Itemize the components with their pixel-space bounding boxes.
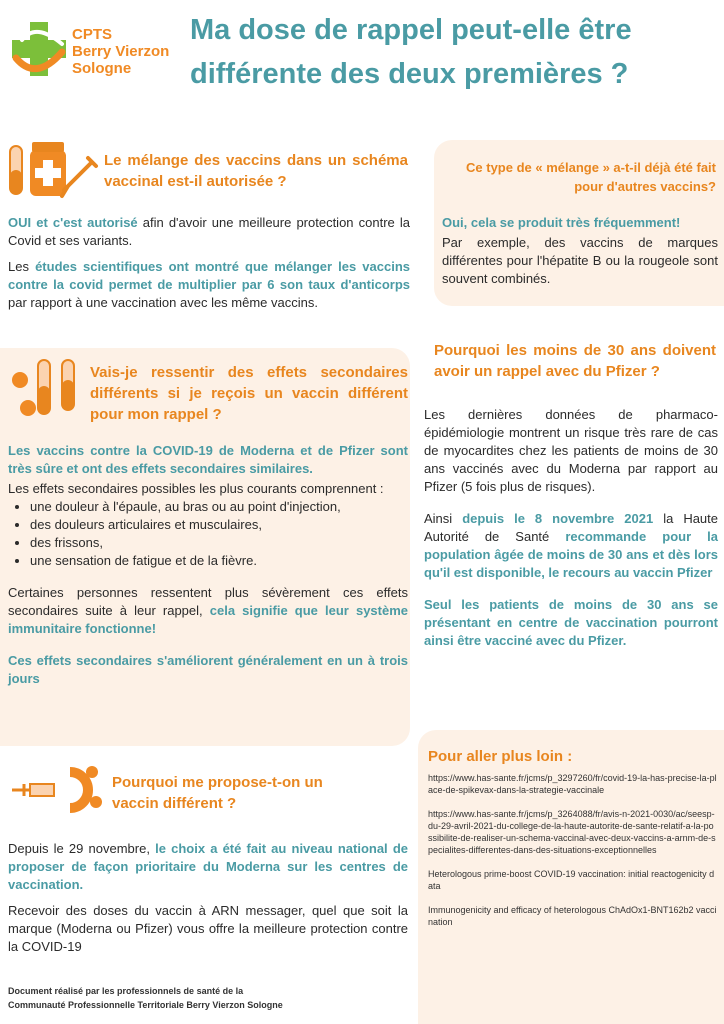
logo-text bbox=[72, 26, 169, 77]
logo-line-2: Berry Vierzon bbox=[72, 43, 170, 60]
section3-p1: Depuis le 29 novembre, le choix a été fait au niveau national de proposer de façon prioritaire du Moderna sur les centres de vaccination. bbox=[8, 841, 408, 892]
section2-p3: Certaines personnes ressentent plus sévèrement ces effets secondaires suite à leur rappel, cela signifie que leur système immunitaire fonctionne! bbox=[8, 585, 408, 636]
further-reading-title: Pour aller plus loin : bbox=[428, 748, 573, 765]
section5-p3: Seul les patients de moins de 30 ans se présentant en centre de vaccination pourront ainsi être vacciné avec du Pfizer. bbox=[424, 597, 718, 648]
question-mixing-history: Ce type de « mélange » a-t-il déjà été fait pour d'autres vaccins? bbox=[466, 160, 716, 194]
section4-p2: Par exemple, des vaccins de marques différentes pour l'hépatite B ou la rougeole sont souvent combinés. bbox=[442, 235, 718, 286]
section5-body bbox=[424, 406, 718, 658]
section5-p2: Ainsi depuis le 8 novembre 2021 la Haute Autorité de Santé recommande pour la population âgée de moins de 30 ans et dès lors qu'il est disponible, le recours au vaccin Pfizer bbox=[424, 511, 719, 580]
section1-body bbox=[8, 214, 410, 320]
footer-line-1: Document réalisé par les professionnels de santé de la bbox=[8, 986, 244, 996]
vaccine-vials-icon bbox=[8, 140, 100, 202]
section4-body bbox=[442, 214, 718, 296]
question-mixing-authorized: Le mélange des vaccins dans un schéma vaccinal est-il autorisée ? bbox=[104, 152, 408, 190]
section2-p2: Les effets secondaires possibles les plus courants comprennent : bbox=[8, 481, 384, 496]
list-item: • une douleur à l'épaule, au bras ou au point d'injection, bbox=[30, 498, 408, 516]
reference-link[interactable]: https://www.has-sante.fr/jcms/p_3264088/fr/avis-n-2021-0030/ac/seesp-du-29-avril-2021-du-college-de-la-haute-autorite-de-sante-relatif-a-la-possibilite-de-realiser-un-schema-vaccinal-avec-deux-vaccins-a-arnm-de-specialites-differentes-dans-des-situations-exceptionnelles bbox=[428, 809, 716, 855]
list-item: • des frissons, bbox=[30, 534, 408, 552]
logo-line-3: Sologne bbox=[72, 60, 132, 77]
list-item: • une sensation de fatigue et de la fièvre. bbox=[30, 552, 408, 570]
section2-body bbox=[8, 442, 408, 696]
magnet-syringe-icon bbox=[10, 760, 106, 816]
section2-p1: Les vaccins contre la COVID-19 de Moderna et de Pfizer sont très sûre et ont des effets secondaires similaires. bbox=[8, 443, 408, 476]
question-why-different: Pourquoi me propose-t-on un vaccin différent ? bbox=[112, 774, 323, 812]
footer-line-2: Communauté Professionnelle Territoriale Berry Vierzon Sologne bbox=[8, 1000, 283, 1010]
reference-link[interactable]: https://www.has-sante.fr/jcms/p_3297260/fr/covid-19-la-has-precise-la-place-de-spikevax-dans-la-strategie-vaccinale bbox=[428, 773, 717, 795]
section2-p4: Ces effets secondaires s'améliorent généralement en un à trois jours bbox=[8, 653, 408, 686]
reference-item: Immunogenicity and efficacy of heterologous ChAdOx1-BNT162b2 vaccination bbox=[428, 905, 717, 927]
section4-p1: Oui, cela se produit très fréquemment! bbox=[442, 215, 681, 230]
page-title: Ma dose de rappel peut-elle être différente des deux premières ? bbox=[190, 14, 632, 90]
references-list bbox=[428, 772, 718, 940]
side-effects-list bbox=[8, 498, 408, 570]
logo-line-1: CPTS bbox=[72, 26, 113, 43]
footer-credit bbox=[8, 984, 408, 1012]
list-item: • des douleurs articulaires et musculaires, bbox=[30, 516, 408, 534]
question-side-effects: Vais-je ressentir des effets secondaires différents si je reçois un vaccin différent pour mon rappel ? bbox=[90, 364, 408, 423]
section5-p1: Les dernières données de pharmaco-épidémiologie montrent un risque très rare de cas de myocardites chez les patients de moins de 30 ans vaccinés avec du Moderna par rapport au Pfizer (5 fois plus de risques). bbox=[424, 407, 718, 494]
reference-item: Heterologous prime-boost COVID-19 vaccination: initial reactogenicity data bbox=[428, 869, 715, 891]
cpts-logo-icon bbox=[8, 18, 70, 80]
section3-body bbox=[8, 840, 408, 964]
section3-p2: Recevoir des doses du vaccin à ARN messager, quel que soit la marque (Moderna ou Pfizer) vous offre la meilleure protection contre la COVID-19 bbox=[8, 903, 408, 954]
section1-p1: OUI et c'est autorisé afin d'avoir une meilleure protection contre la Covid et ses variants. bbox=[8, 215, 410, 248]
question-under-30: Pourquoi les moins de 30 ans doivent avoir un rappel avec du Pfizer ? bbox=[434, 342, 716, 380]
virus-test-tubes-icon bbox=[6, 356, 84, 420]
section1-p2: Les études scientifiques ont montré que mélanger les vaccins contre la covid permet de multiplier par 6 son taux d'anticorps par rapport à une vaccination avec les même vaccins. bbox=[8, 259, 411, 310]
